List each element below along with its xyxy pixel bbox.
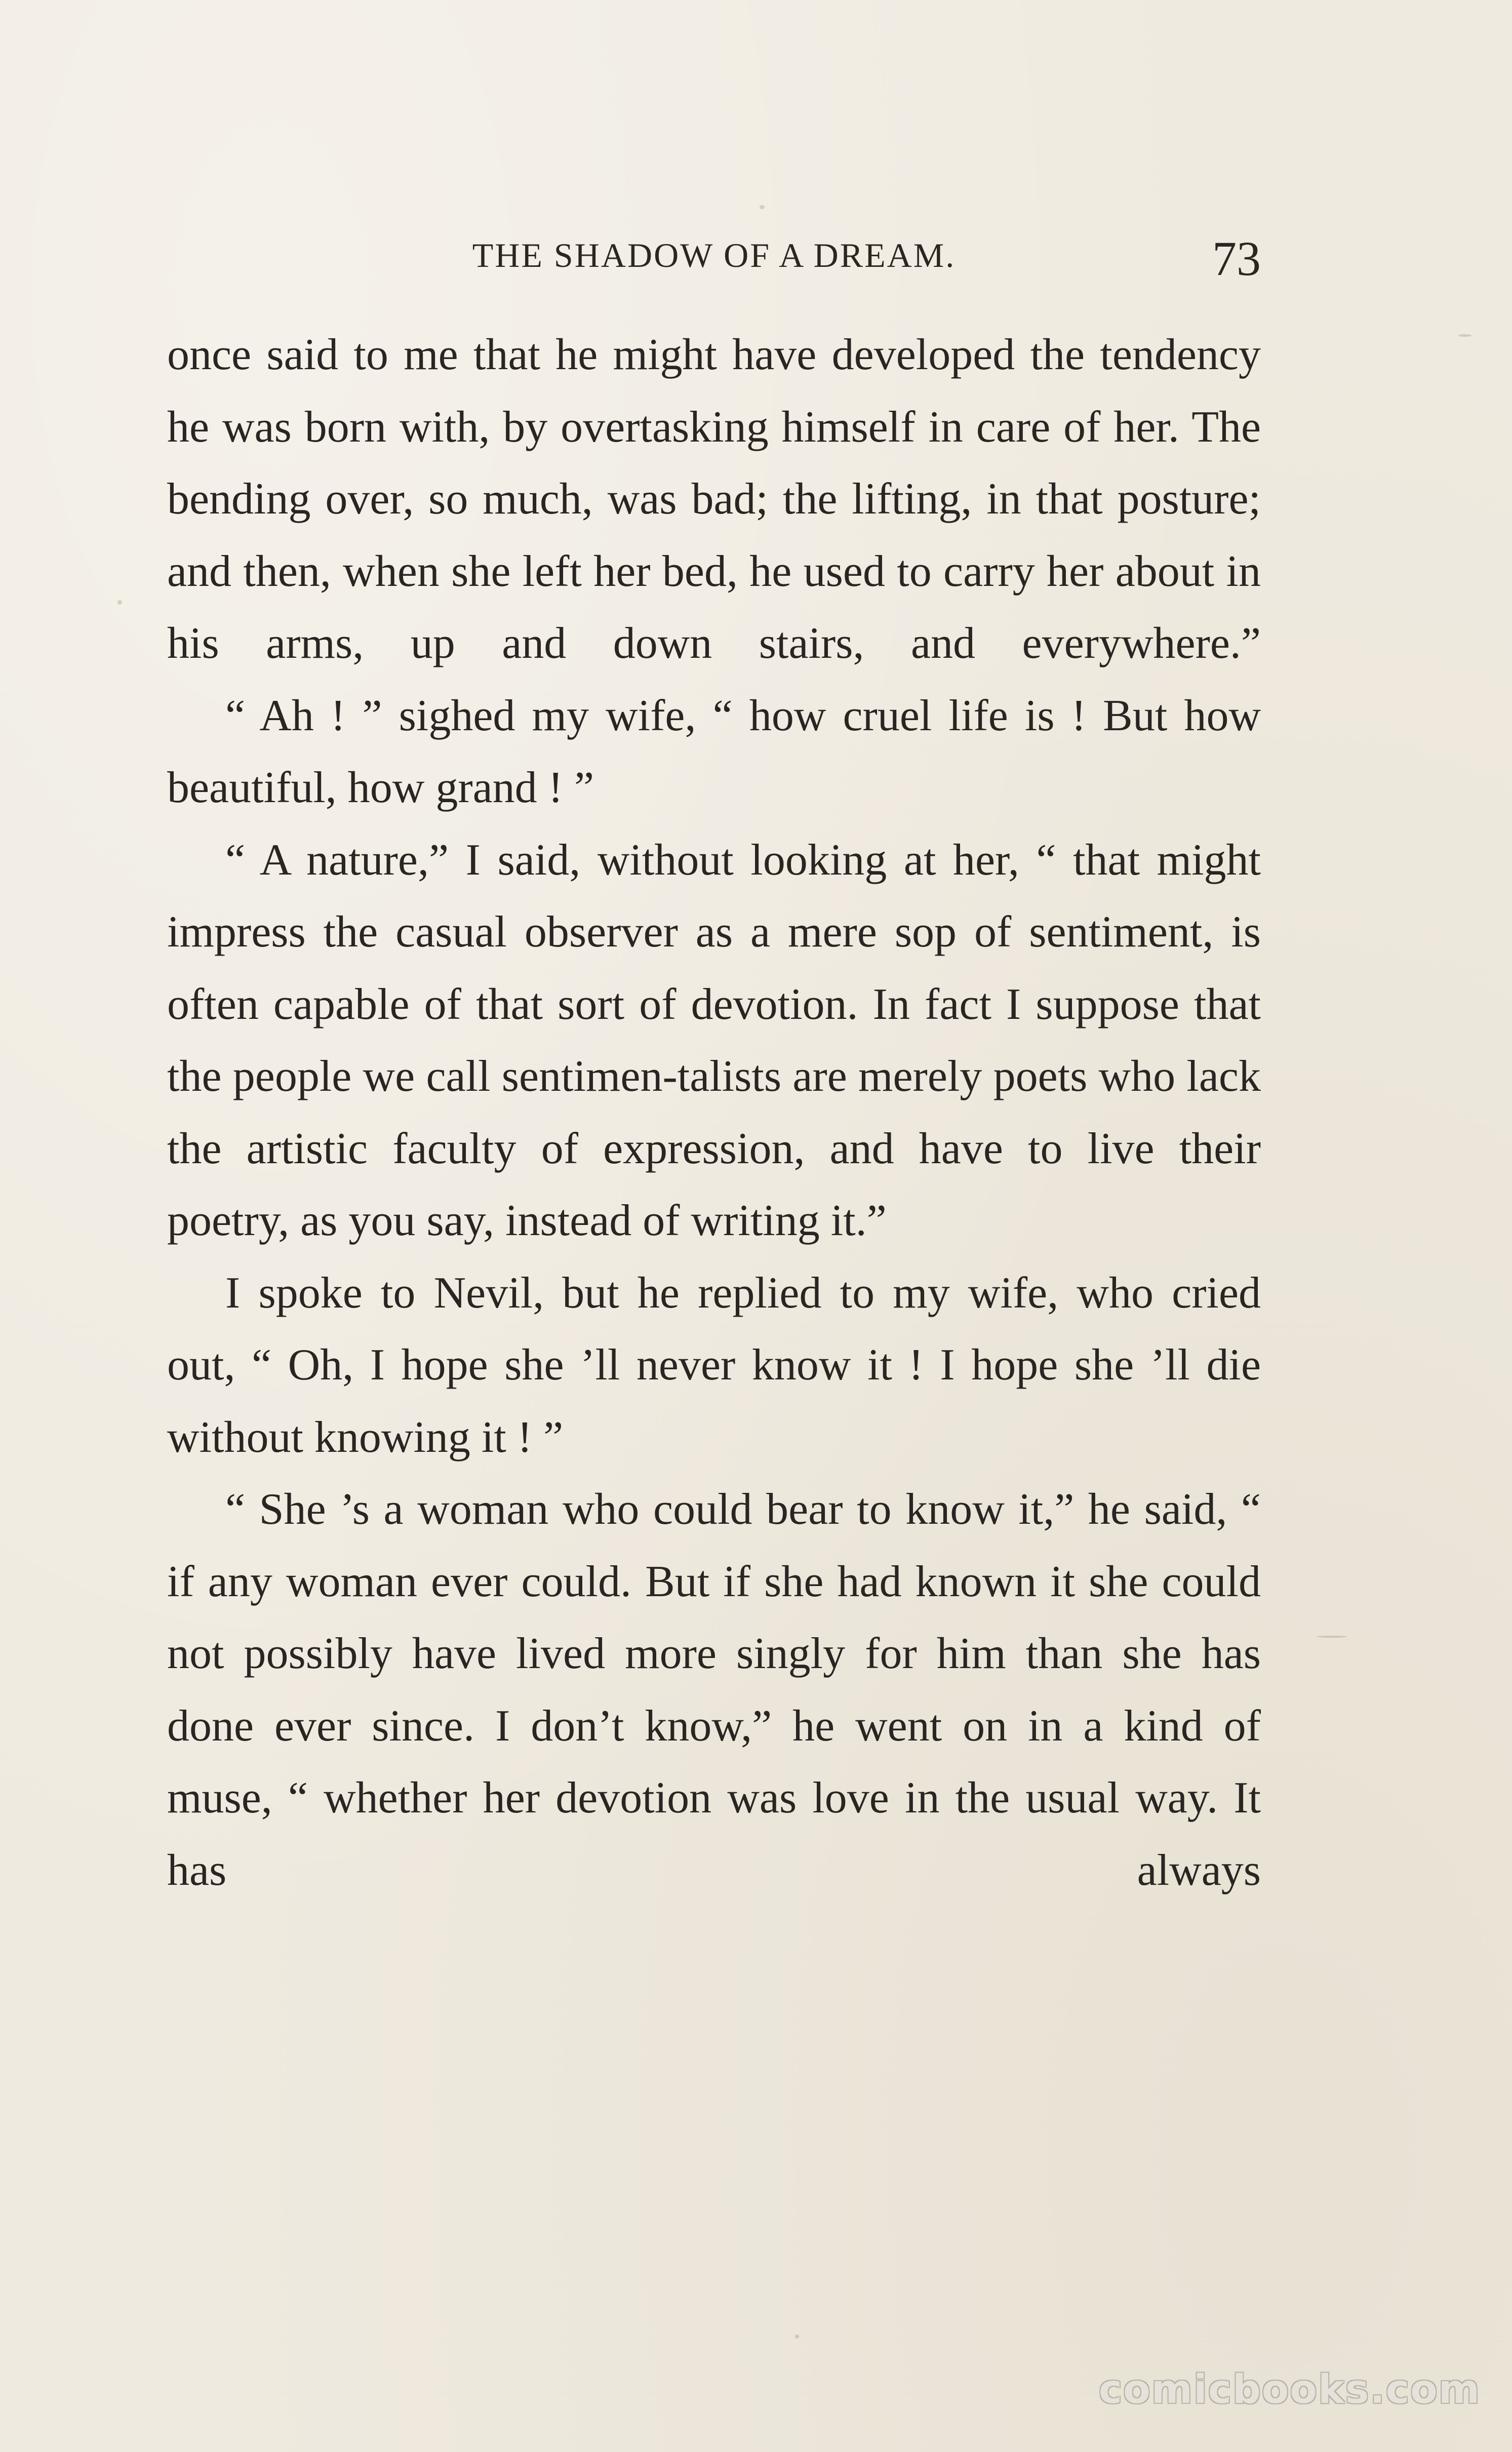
body-text bbox=[167, 319, 1261, 1907]
paragraph: “ She ’s a woman who could bear to know it,” he said, “ if any woman ever could. But if she had known it she could not possibly have lived more singly for him than she has done ever since. I don’t know,” he went on in a kind of muse, “ whether her devotion was love in the usual way. It has always bbox=[167, 1485, 1261, 1895]
paragraph: I spoke to Nevil, but he replied to my wife, who cried out, “ Oh, I hope she ’ll never know it ! I hope she ’ll die without knowing it ! ” bbox=[167, 1268, 1261, 1462]
paper-speck bbox=[795, 2335, 799, 2339]
page-number: 73 bbox=[1212, 231, 1261, 286]
watermark: comicbooks.com bbox=[1098, 2367, 1481, 2413]
running-head bbox=[167, 230, 1261, 286]
running-title: THE SHADOW OF A DREAM. bbox=[472, 236, 956, 274]
paragraph: “ A nature,” I said, without looking at her, “ that might impress the casual observer as a mere sop of sentiment, is often capable of that sort of devotion. In fact I suppose that the people we call sentimen-talists are merely poets who lack the artistic faculty of expression, and have to live their poetry, as you say, instead of writing it.” bbox=[167, 835, 1261, 1245]
paper-speck bbox=[1317, 1636, 1347, 1638]
paper-speck bbox=[1458, 334, 1471, 337]
paragraph: once said to me that he might have developed the tendency he was born with, by overtasking himself in care of her. The bending over, so much, was bad; the lifting, in that posture; and then, when she left her bed, he used to carry her about in his arms, up and down stairs, and everywhere.” bbox=[167, 330, 1261, 668]
paper-speck bbox=[117, 600, 122, 605]
paragraph: “ Ah ! ” sighed my wife, “ how cruel life is ! But how beautiful, how grand ! ” bbox=[167, 691, 1261, 812]
paper-speck bbox=[760, 205, 765, 209]
